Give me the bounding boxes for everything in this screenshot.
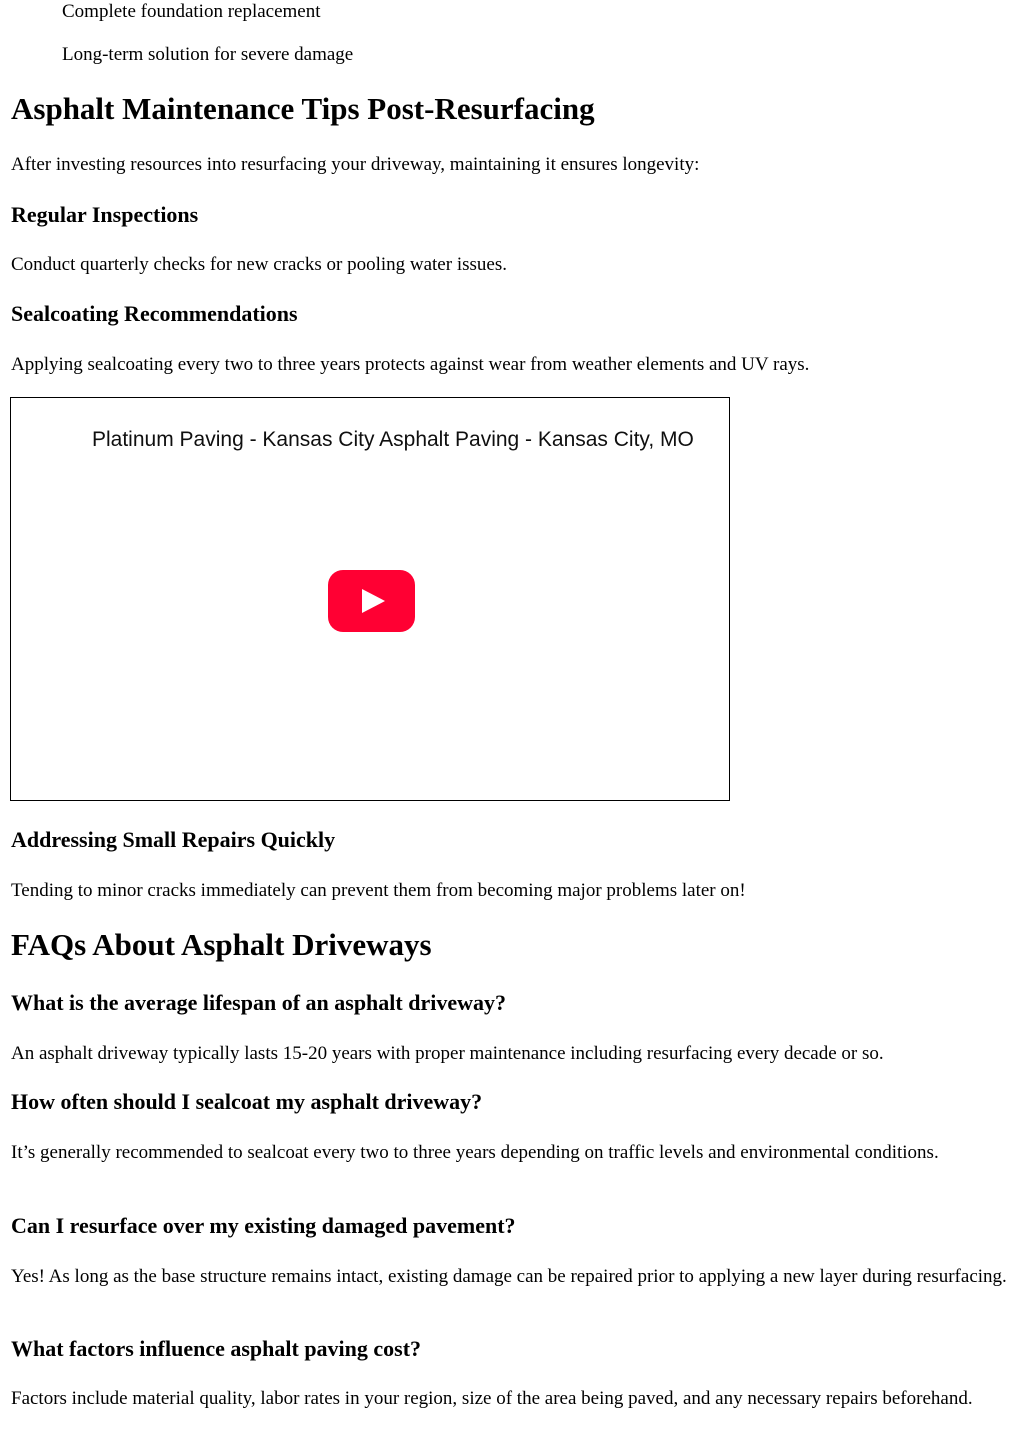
section-text-inspections: Conduct quarterly checks for new cracks or pooling water issues.: [11, 254, 507, 275]
video-embed[interactable]: [10, 397, 730, 801]
section-heading-repairs: Addressing Small Repairs Quickly: [11, 827, 336, 852]
section-heading-sealcoating: Sealcoating Recommendations: [11, 301, 298, 326]
faq-answer: It’s generally recommended to sealcoat every two to three years depending on traffic levels and environmental conditions.: [11, 1142, 939, 1163]
faq-heading: FAQs About Asphalt Driveways: [11, 927, 432, 962]
section-heading-inspections: Regular Inspections: [11, 202, 199, 227]
list-item: Long-term solution for severe damage: [62, 44, 354, 65]
list-item: Complete foundation replacement: [62, 1, 321, 22]
faq-answer: An asphalt driveway typically lasts 15-20 years with proper maintenance including resurfacing every decade or so.: [11, 1043, 884, 1064]
section-text-repairs: Tending to minor cracks immediately can prevent them from becoming major problems later on!: [11, 880, 746, 901]
faq-question: How often should I sealcoat my asphalt driveway?: [11, 1089, 483, 1114]
section-text-sealcoating: Applying sealcoating every two to three years protects against wear from weather elements and UV rays.: [11, 354, 810, 375]
maintenance-heading: Asphalt Maintenance Tips Post-Resurfacing: [11, 91, 595, 126]
faq-answer: Yes! As long as the base structure remains intact, existing damage can be repaired prior to applying a new layer during resurfacing.: [11, 1266, 1007, 1287]
faq-question: What factors influence asphalt paving cost?: [11, 1336, 422, 1361]
maintenance-intro: After investing resources into resurfacing your driveway, maintaining it ensures longevity:: [11, 154, 700, 175]
faq-answer: Factors include material quality, labor rates in your region, size of the area being paved, and any necessary repairs beforehand.: [11, 1388, 973, 1409]
faq-question: Can I resurface over my existing damaged pavement?: [11, 1213, 516, 1238]
faq-question: What is the average lifespan of an asphalt driveway?: [11, 990, 506, 1015]
video-title[interactable]: Platinum Paving - Kansas City Asphalt Paving - Kansas City, MO: [92, 428, 694, 451]
youtube-play-icon[interactable]: [328, 570, 415, 632]
